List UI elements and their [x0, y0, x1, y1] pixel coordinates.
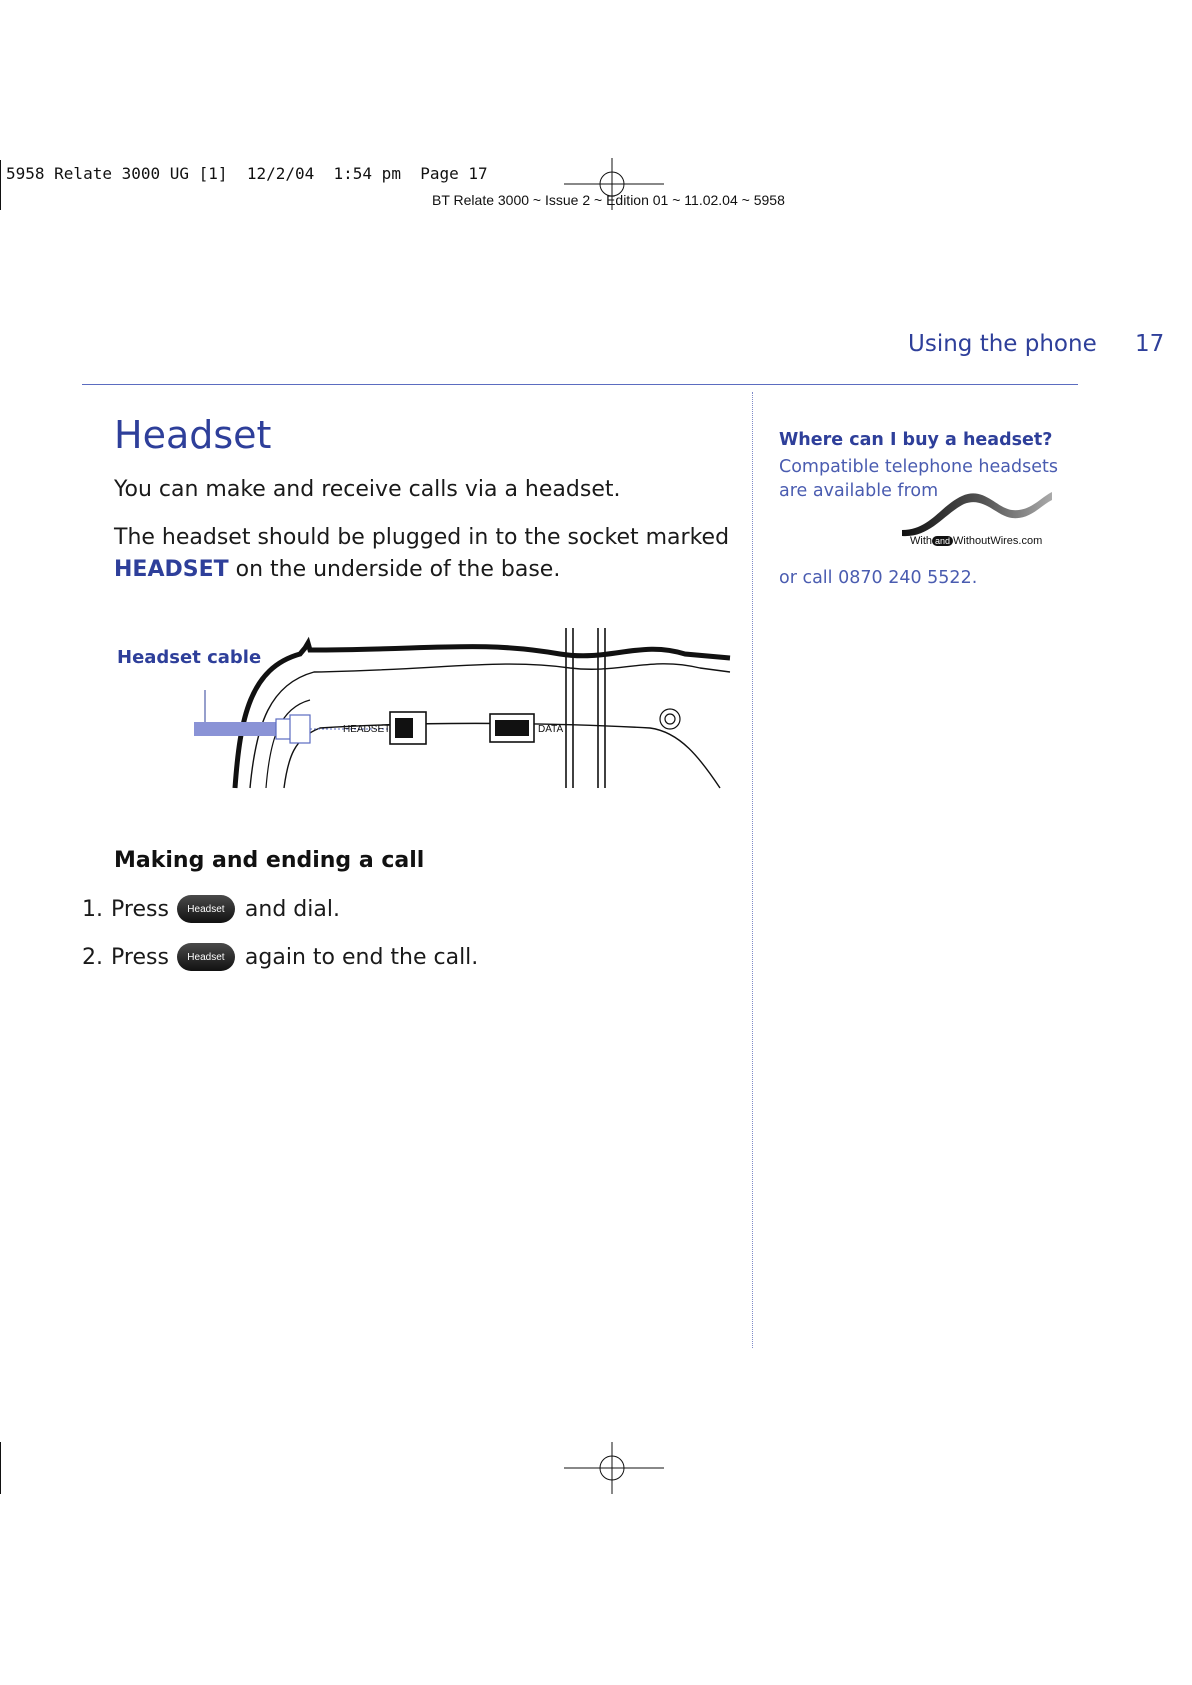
socket-data-text: DATA	[538, 724, 564, 735]
step-action-text: and dial.	[244, 896, 340, 922]
print-slug: 5958 Relate 3000 UG [1] 12/2/04 1:54 pm Page 17	[6, 164, 488, 183]
crop-mark-left-bottom	[0, 1442, 1, 1494]
step-action-text: again to end the call.	[244, 944, 479, 970]
headset-button-icon: Headset	[177, 943, 235, 971]
registration-mark-bottom	[560, 1442, 664, 1494]
headset-cable-label: Headset cable	[117, 647, 262, 668]
sidebar-body: Compatible telephone headsets are available from	[779, 457, 1058, 501]
step-press-text: Press	[111, 944, 169, 970]
headset-button-icon: Headset	[177, 895, 235, 923]
base-underside-illustration	[180, 628, 740, 790]
making-ending-call-heading: Making and ending a call	[114, 848, 425, 873]
sidebar-phone: or call 0870 240 5522.	[779, 568, 978, 588]
header-rule	[82, 384, 1078, 385]
socket-headset-text: HEADSET	[343, 724, 391, 735]
logo-text-before: With	[910, 535, 932, 547]
step-1	[82, 893, 340, 925]
socket-instruction	[114, 522, 734, 586]
print-info-line: BT Relate 3000 ~ Issue 2 ~ Edition 01 ~ 11.02.04 ~ 5958	[432, 192, 785, 208]
page-number: 17	[1135, 331, 1165, 357]
wave-logo-icon	[900, 486, 1056, 538]
intro-text: You can make and receive calls via a headset.	[114, 477, 621, 502]
crop-mark-left-top	[0, 160, 1, 210]
step-2	[82, 941, 478, 973]
logo-wordmark	[910, 535, 1042, 547]
step-press-text: Press	[111, 896, 169, 922]
step-number: 1.	[82, 896, 103, 922]
page-title: Headset	[114, 413, 272, 457]
sidebar-heading: Where can I buy a headset?	[779, 430, 1053, 450]
column-divider	[752, 392, 753, 1348]
section-title: Using the phone	[908, 331, 1097, 357]
logo-text-after: WithoutWires.com	[953, 535, 1043, 547]
socket-keyword: HEADSET	[114, 557, 229, 582]
registration-mark-top	[560, 158, 664, 210]
step-number: 2.	[82, 944, 103, 970]
socket-instruction-start: The headset should be plugged in to the socket marked	[114, 525, 730, 550]
socket-instruction-end: on the underside of the base.	[228, 557, 561, 582]
logo-badge: and	[932, 536, 953, 546]
